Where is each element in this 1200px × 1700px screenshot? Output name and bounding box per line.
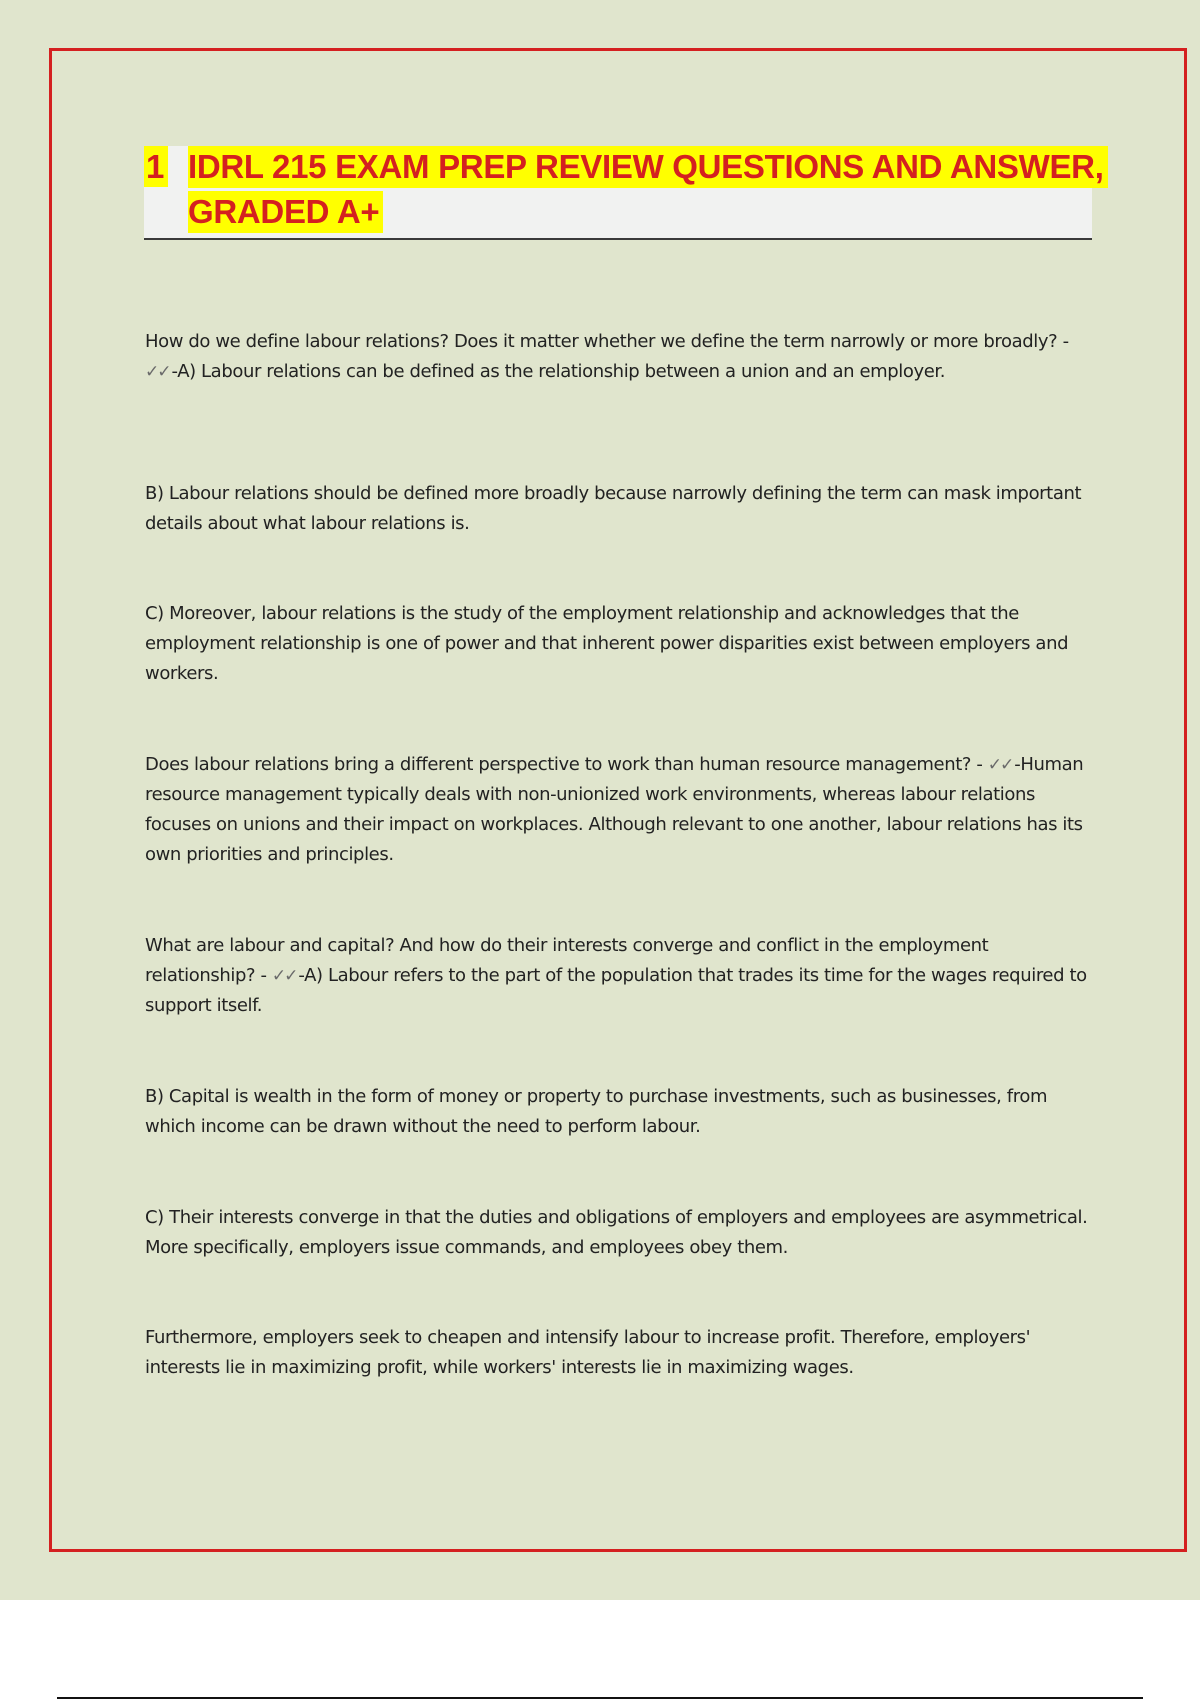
footer-divider (57, 1697, 1143, 1699)
answer-1b-paragraph: B) Labour relations should be defined more broadly because narrowly defining the term can mask important details about what labour relations is. (145, 483, 1082, 534)
answer-3b-paragraph: B) Capital is wealth in the form of money or property to purchase investments, such as businesses, from which income can be drawn without the need to perform labour. (145, 1086, 1048, 1137)
document-heading (144, 146, 1104, 240)
answer-3c-paragraph: C) Their interests converge in that the duties and obligations of employers and employees are asymmetrical. More specifically, employers issue commands, and employees obey them. (145, 1207, 1088, 1258)
question-2-text: Does labour relations bring a different perspective to work than human resource management? - (145, 754, 988, 775)
answer-3d-paragraph: Furthermore, employers seek to cheapen and intensify labour to increase profit. Therefore, employers' interests lie in maximizing profit, while workers' interests lie in maximizing wages. (145, 1327, 1031, 1378)
question-3-text: What are labour and capital? And how do their interests converge and conflict in the employment relationship? - (145, 935, 989, 986)
question-2-answer (145, 750, 1090, 870)
heading-title-line-2: GRADED A+ (188, 191, 383, 233)
question-3-answer-a (145, 931, 1090, 1021)
answer-1a-text: -A) Labour relations can be defined as the relationship between a union and an employer. (171, 361, 946, 382)
question-1-answer-a (145, 327, 1090, 387)
double-check-icon: ✓✓ (271, 966, 297, 986)
double-check-icon: ✓✓ (987, 755, 1013, 775)
question-1-text: How do we define labour relations? Does it matter whether we define the term narrowly or more broadly? - (145, 331, 1069, 352)
heading-number: 1 (144, 146, 168, 187)
answer-1c-paragraph: C) Moreover, labour relations is the study of the employment relationship and acknowledges that the employment relationship is one of power and that inherent power disparities exist between employers and workers. (145, 603, 1069, 684)
answer-2-text: -Human resource management typically deals with non-unionized work environments, whereas labour relations focuses on unions and their impact on workplaces. Although relevant to one another, labour relations has its own priorities and principles. (145, 754, 1084, 865)
heading-title-line-1: IDRL 215 EXAM PREP REVIEW QUESTIONS AND ANSWER, (188, 146, 1108, 188)
double-check-icon: ✓✓ (145, 362, 170, 382)
answer-3a-text: -A) Labour refers to the part of the population that trades its time for the wages required to support itself. (145, 965, 1087, 1016)
